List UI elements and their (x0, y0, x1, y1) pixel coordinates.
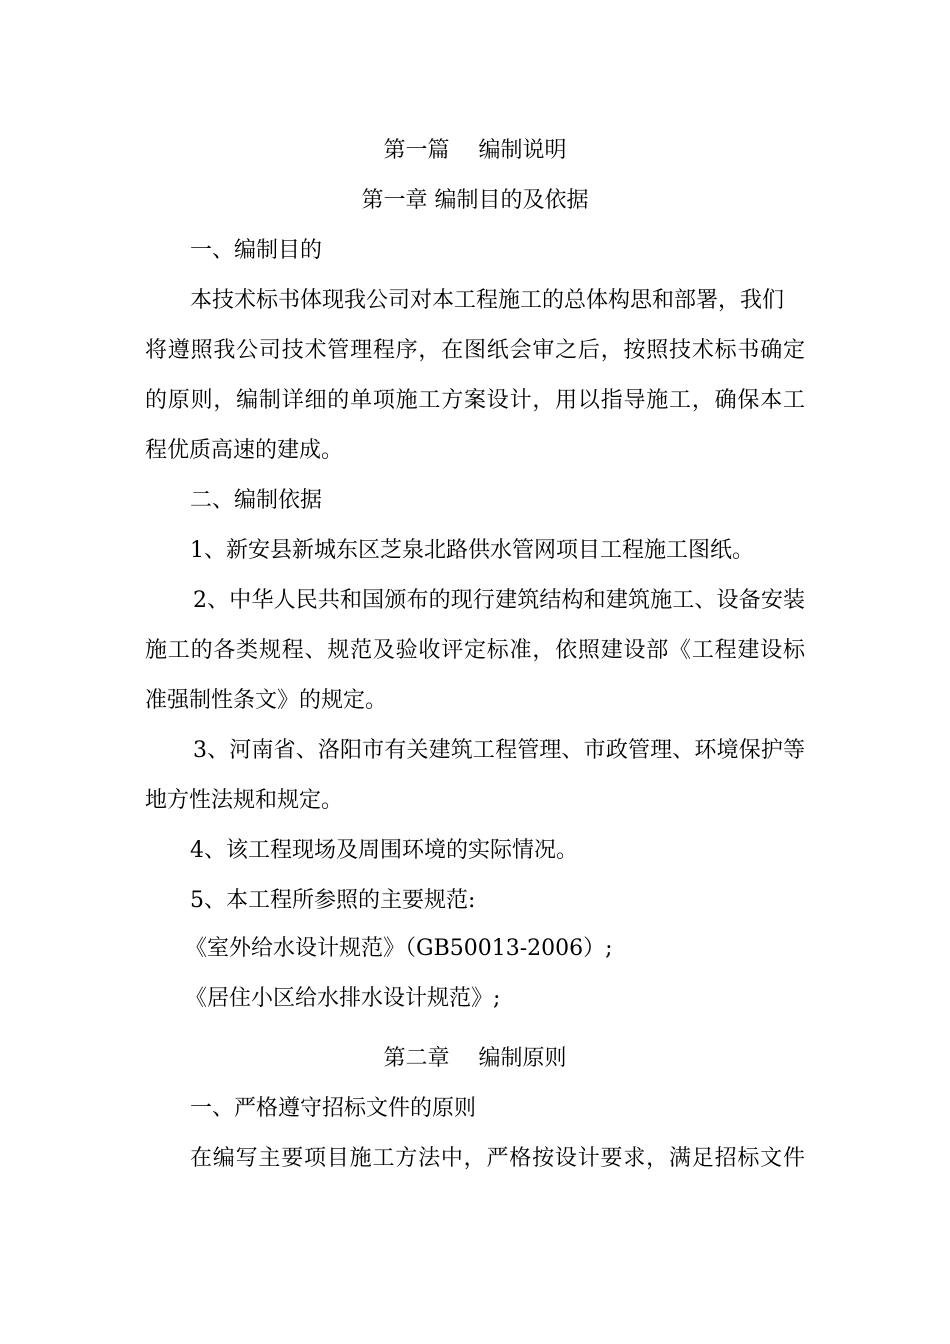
purpose-heading: 一、编制目的 (190, 238, 323, 263)
basis-item-1: 1、新安县新城东区芝泉北路供水管网项目工程施工图纸。 (190, 538, 754, 563)
basis-item-4: 4、该工程现场及周围环境的实际情况。 (190, 838, 578, 863)
purpose-line-2: 将遵照我公司技术管理程序，在图纸会审之后，按照技术标书确定 (145, 338, 805, 363)
basis-heading: 二、编制依据 (190, 488, 323, 513)
chapter-2-title: 第二章 编制原则 (383, 1046, 567, 1071)
basis-item-2-line-3: 准强制性条文》的规定。 (145, 688, 388, 713)
purpose-line-4: 程优质高速的建成。 (145, 438, 344, 463)
purpose-line-3: 的原则，编制详细的单项施工方案设计，用以指导施工，确保本工 (145, 388, 805, 413)
spec-item-1: 《室外给水设计规范》（GB50013-2006）; (185, 936, 613, 961)
chapter-1-title: 第一章 编制目的及依据 (361, 188, 589, 213)
principle-1-heading: 一、严格遵守招标文件的原则 (190, 1096, 477, 1121)
basis-item-5: 5、本工程所参照的主要规范: (190, 888, 476, 913)
purpose-line-1: 本技术标书体现我公司对本工程施工的总体构思和部署，我们 (190, 288, 785, 313)
spec-item-2: 《居住小区给水排水设计规范》; (185, 986, 501, 1011)
basis-item-3-line-1: 3、河南省、洛阳市有关建筑工程管理、市政管理、环境保护等 (193, 738, 805, 763)
basis-item-2-line-2: 施工的各类规程、规范及验收评定标准，依照建设部《工程建设标 (145, 638, 805, 663)
basis-item-2-line-1: 2、中华人民共和国颁布的现行建筑结构和建筑施工、设备安装 (193, 588, 805, 613)
principle-1-line: 在编写主要项目施工方法中，严格按设计要求，满足招标文件 (190, 1146, 805, 1171)
part-title: 第一篇 编制说明 (383, 138, 567, 163)
basis-item-3-line-2: 地方性法规和规定。 (145, 788, 344, 813)
